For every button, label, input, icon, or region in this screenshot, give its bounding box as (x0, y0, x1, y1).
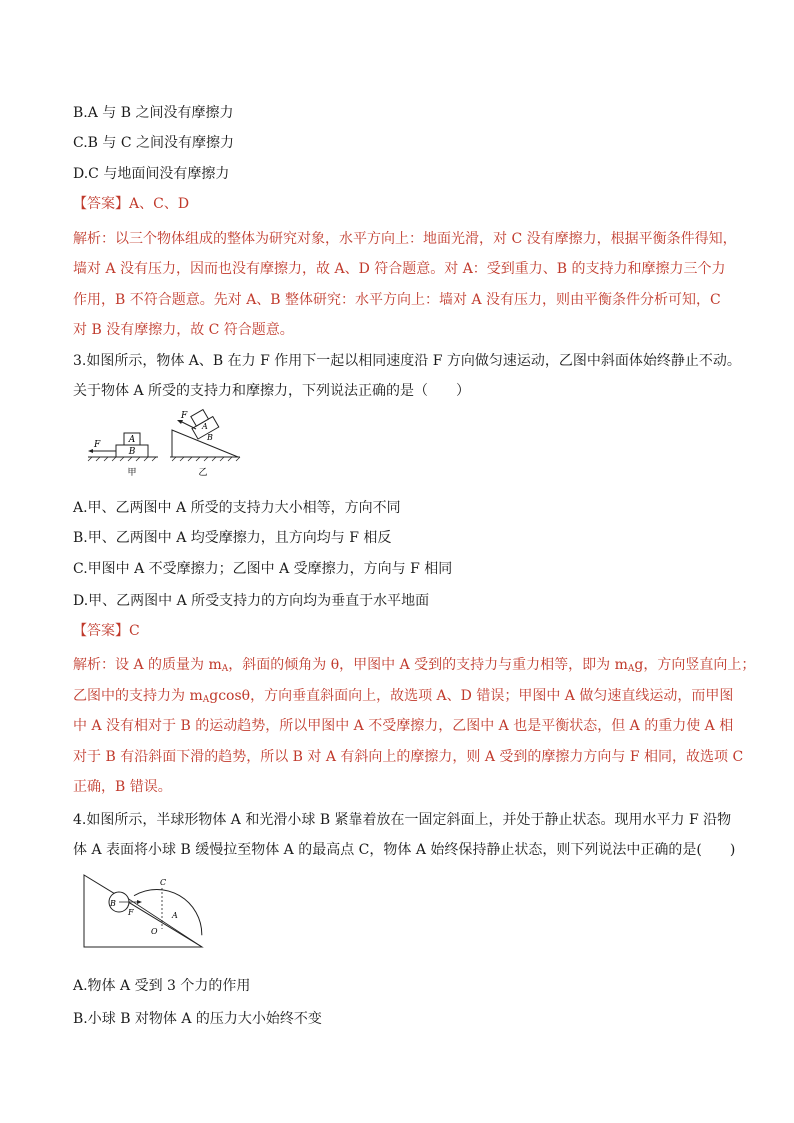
analysis-text: g，方向竖直向上； (634, 657, 756, 673)
q3-analysis-line-1 (73, 655, 755, 675)
label-a: A (172, 911, 178, 920)
q2-option-c: C.B 与 C 之间没有摩擦力 (73, 135, 235, 151)
label-b: B (110, 899, 116, 908)
analysis-text: ，斜面的倾角为 θ，甲图中 A 受到的支持力与重力相等，即为 m (228, 657, 628, 673)
q4-stem-line-2: 体 A 表面将小球 B 缓慢拉至物体 A 的最高点 C，物体 A 始终保持静止状态，则下列说法中正确的是( ) (73, 842, 736, 858)
subscript-a: A (221, 664, 229, 674)
q3-stem-line-1: 3.如图所示，物体 A、B 在力 F 作用下一起以相同速度沿 F 方向做匀速运动，乙图中斜面体始终静止不动。 (73, 353, 741, 369)
q2-analysis-line-3: 作用，B 不符合题意。先对 A、B 整体研究：水平方向上：墙对 A 没有压力，则由平衡条件分析可知，C (73, 292, 721, 308)
q3-analysis-line-5: 正确，B 错误。 (73, 779, 172, 795)
caption-yi: 乙 (198, 468, 208, 478)
q3-answer (73, 621, 140, 641)
answer-value: C (129, 623, 140, 639)
q3-stem-line-2: 关于物体 A 所受的支持力和摩擦力，下列说法正确的是（ ） (73, 383, 471, 399)
subscript-a: A (202, 695, 210, 705)
subscript-a: A (627, 664, 635, 674)
label-b-jia: B (128, 447, 136, 457)
q4-figure (84, 867, 224, 949)
label-f: F (128, 908, 134, 917)
caption-jia: 甲 (127, 468, 137, 478)
answer-tag: 【答案】 (73, 196, 129, 212)
label-b-yi: B (207, 433, 213, 442)
analysis-text: gcosθ，方向垂直斜面向上，故选项 A、D 错误；甲图中 A 做匀速直线运动，而甲图 (209, 688, 734, 704)
label-a-jia: A (128, 435, 136, 445)
force-f-arrowhead (137, 900, 142, 904)
q4-stem-line-1: 4.如图所示，半球形物体 A 和光滑小球 B 紧靠着放在一固定斜面上，并处于静止状态。现用水平力 F 沿物 (73, 812, 732, 828)
label-a-yi: A (202, 422, 208, 431)
q3-option-a: A.甲、乙两图中 A 所受的支持力大小相等，方向不同 (73, 500, 401, 516)
q4-option-b: B.小球 B 对物体 A 的压力大小始终不变 (73, 1011, 322, 1027)
force-arrowhead-jia (88, 449, 93, 453)
q4-option-a: A.物体 A 受到 3 个力的作用 (73, 978, 251, 994)
q2-analysis-line-1: 解析：以三个物体组成的整体为研究对象，水平方向上：地面光滑，对 C 没有摩擦力，根据平衡条件得知， (73, 231, 737, 247)
q2-option-d: D.C 与地面间没有摩擦力 (73, 166, 230, 182)
q3-analysis-line-2 (73, 686, 733, 706)
q2-answer (73, 194, 189, 214)
label-o: O (151, 927, 158, 936)
q3-option-c: C.甲图中 A 不受摩擦力；乙图中 A 受摩擦力，方向与 F 相同 (73, 561, 453, 577)
answer-tag: 【答案】 (73, 623, 129, 639)
q2-option-b: B.A 与 B 之间没有摩擦力 (73, 105, 234, 121)
label-f-jia: F (94, 440, 101, 450)
q2-analysis-line-4: 对 B 没有摩擦力，故 C 符合题意。 (73, 322, 294, 338)
q3-option-d: D.甲、乙两图中 A 所受支持力的方向均为垂直于水平地面 (73, 593, 430, 609)
q2-analysis-line-2: 墙对 A 没有压力，因而也没有摩擦力，故 A、D 符合题意。对 A：受到重力、B 的支持力和摩擦力三个力 (73, 261, 726, 277)
q3-option-b: B.甲、乙两图中 A 均受摩擦力，且方向均与 F 相反 (73, 530, 392, 546)
label-f-yi: F (181, 411, 188, 421)
analysis-text: 乙图中的支持力为 m (73, 688, 203, 704)
answer-value: A、C、D (129, 196, 190, 212)
analysis-text: 解析：设 A 的质量为 m (73, 657, 222, 673)
q3-figure (80, 412, 340, 482)
q3-analysis-line-4: 对于 B 有沿斜面下滑的趋势，所以 B 对 A 有斜向上的摩擦力，则 A 受到的摩擦力方向与 F 相同，故选项 C (73, 749, 744, 765)
q3-analysis-line-3: 中 A 没有相对于 B 的运动趋势，所以甲图中 A 不受摩擦力，乙图中 A 也是平衡状态，但 A 的重力使 A 相 (73, 718, 734, 734)
label-c: C (160, 878, 167, 887)
